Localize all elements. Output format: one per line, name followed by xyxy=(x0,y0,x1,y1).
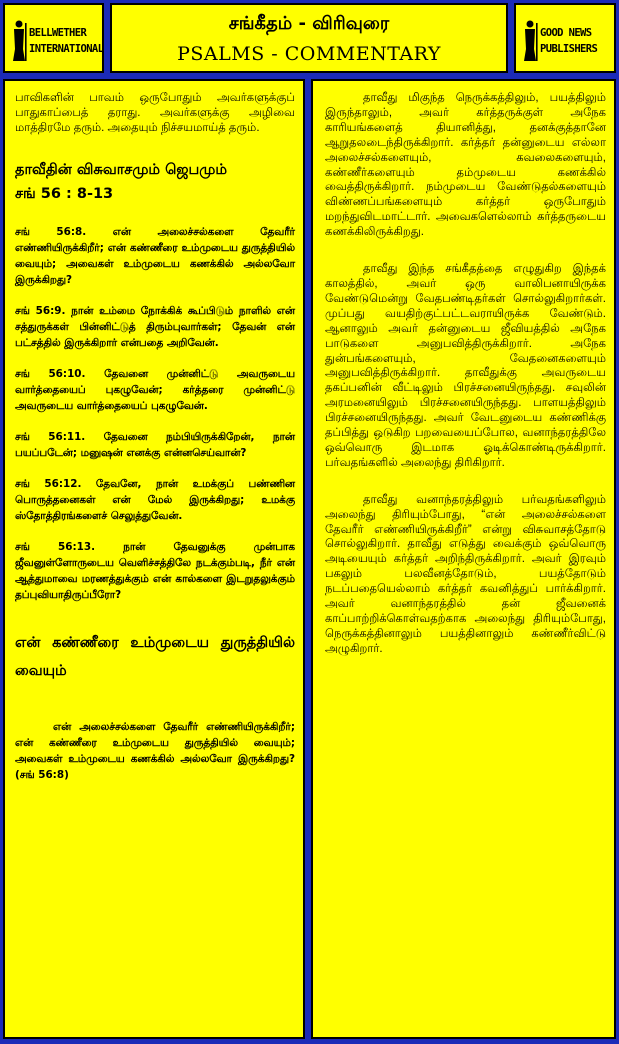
verse-text: சங் 56:8. என் அலைச்சல்களை தேவரீர் எண்ணியிருக்கிறீர்; என் கண்ணீரை உம்முடைய துருத்தியில் வையும்; அவைகள் உம்முடைய கணக்கில் அல்லவோ இருக்கிறது? xyxy=(15,225,295,286)
bellwether-logo xyxy=(9,15,104,65)
good-news-logo xyxy=(520,15,612,65)
quote-text: என் அலைச்சல்களை தேவரீர் எண்ணியிருக்கிறீர்; என் கண்ணீரை உம்முடைய துருத்தியில் வையும்; அவைகள் உம்முடைய கணக்கில் அல்லவோ இருக்கிறது? (சங் 56:8) xyxy=(15,720,295,781)
good-news-logo-cell xyxy=(514,3,616,73)
subheading: என் கண்ணீரை உம்முடைய துருத்தியில் வையும் xyxy=(15,634,295,679)
title-tamil: சங்கீதம் - விரிவுரை xyxy=(228,13,390,34)
section-title: தாவீதின் விசுவாசமும் ஜெபமும் xyxy=(15,161,228,178)
shepherd-icon xyxy=(522,19,538,61)
logo-line-2: PUBLISHERS xyxy=(540,43,598,55)
intro-paragraph: பாவிகளின் பாவம் ஒருபோதும் அவர்களுக்குப் பாதுகாப்பைத் தராது. அவர்களுக்கு அழிவை மாத்திரமே தரும். அதையும் நிச்சயமாய்த் தரும். xyxy=(15,92,295,134)
logo-line-2: INTERNATIONAL xyxy=(29,43,104,55)
verse-text: சங் 56:9. நான் உம்மை நோக்கிக் கூப்பிடும் நாளில் என் சத்துருக்கள் பின்னிட்டுத் திரும்புவார்கள்; தேவன் என் பட்சத்தில் இருக்கிறார் என்பதை அறிவேன். xyxy=(15,304,295,349)
verse-text: சங் 56:10. தேவனை முன்னிட்டு அவருடைய வார்த்தையைப் புகழுவேன்; கர்த்தரை முன்னிட்டு அவருடைய வார்த்தையைப் புகழுவேன். xyxy=(15,367,295,412)
title-cell xyxy=(110,3,508,73)
shepherd-icon xyxy=(11,19,27,61)
commentary-paragraph: தாவீது வனாந்தரத்திலும் பர்வதங்களிலும் அலைந்து திரியும்போது, “என் அலைச்சல்களை தேவரீர் எண்ணியிருக்கிறீர்” என்று விசுவாசத்தோடு சொல்லுகிறார். தாவீது எடுத்து வைக்கும் ஒவ்வொரு அடியையும் கர்த்தர் அறிந்திருக்கிறார். அவர் இரவும் பகலும் பலவீனத்தோடும், பயத்தோடும் நடப்பதையெல்லாம் கர்த்தர் கவனித்துப் பார்க்கிறார். அவர் வனாந்தரத்தில் தன் ஜீவனைக் காப்பாற்றிக்கொள்வதற்காக அலைந்து திரியும்போது, நெருக்கத்தினாலும் பயத்தினாலும் கண்ணீர்விட்டு அழுகிறார். xyxy=(325,493,606,655)
right-column xyxy=(311,79,616,1039)
verse-text: சங் 56:12. தேவனே, நான் உமக்குப் பண்ணின பொருத்தனைகள் என் மேல் இருக்கிறது; உமக்கு ஸ்தோத்திரங்களைச் செலுத்துவேன். xyxy=(15,477,295,522)
commentary-paragraph: தாவீது மிகுந்த நெருக்கத்திலும், பயத்திலும் இருந்தாலும், அவர் கர்த்தருக்குள் அநேக காரியங்களைத் தியானித்து, தனக்குத்தானே ஆறுதலடைந்திருக்கிறார். கர்த்தர் தன்னுடைய எல்லா அலைச்சல்களையும், கவலைகளையும், கண்ணீர்களையும் தம்முடைய கணக்கில் வைத்திருக்கிறார். நம்முடைய வேண்டுதல்களையும் விண்ணப்பங்களையும் கர்த்தர் ஒருபோதும் மறந்துவிடமாட்டார். அவைகளெல்லாம் கர்த்தருடைய கணக்கிலிருக்கிறது. xyxy=(325,92,606,239)
left-column xyxy=(3,79,305,1039)
section-reference: சங் 56 : 8-13 xyxy=(15,185,114,202)
bellwether-logo-cell xyxy=(3,3,104,73)
verse-text: சங் 56:11. தேவனை நம்பியிருக்கிறேன், நான் பயப்படேன்; மனுஷன் எனக்கு என்னசெய்வான்? xyxy=(15,430,295,459)
commentary-paragraph: தாவீது இந்த சங்கீதத்தை எழுதுகிற இந்தக் காலத்தில், அவர் ஒரு வாலிபனாயிருக்க வேண்டுமென்று வேதபண்டிதர்கள் சொல்லுகிறார்கள். முப்பது வயதிற்குட்பட்டவராயிருக்க வேண்டும். ஆனாலும் அவர் தன்னுடைய ஜீவியத்தில் அநேக பாடுகளை அனுபவித்திருக்கிறார். அநேக துன்பங்களையும், வேதனைகளையும் அனுபவித்திருக்கிறார். தாவீதுக்கு அவருடைய தகப்பனின் வீட்டிலும் பிரச்சனையிருந்தது. சவுலின் அரமனையிலும் பிரச்சனையிருந்தது. பாளயத்திலும் பிரச்சனையிருந்தது. அவர் வேடனுடைய கண்ணிக்கு தப்பித்து ஒடுகிற பறவையைப்போல, வனாந்தரத்திலே ஒவ்வொரு இடமாக ஓடிக்கொண்டிருக்கிறார். பர்வதங்களில் அலைந்து திரிகிறார். xyxy=(325,263,606,469)
title-english: PSALMS - COMMENTARY xyxy=(177,43,441,65)
logo-line-1: GOOD NEWS xyxy=(540,27,592,39)
logo-line-1: BELLWETHER xyxy=(29,27,87,39)
verse-text: சங் 56:13. நான் தேவனுக்கு முன்பாக ஜீவனுள்ளோருடைய வெளிச்சத்திலே நடக்கும்படி, நீர் என் ஆத்துமாவை மரணத்துக்கும் என் கால்களை இடறுதலுக்கும் தப்புவியாதிருப்பீரோ? xyxy=(15,540,295,601)
